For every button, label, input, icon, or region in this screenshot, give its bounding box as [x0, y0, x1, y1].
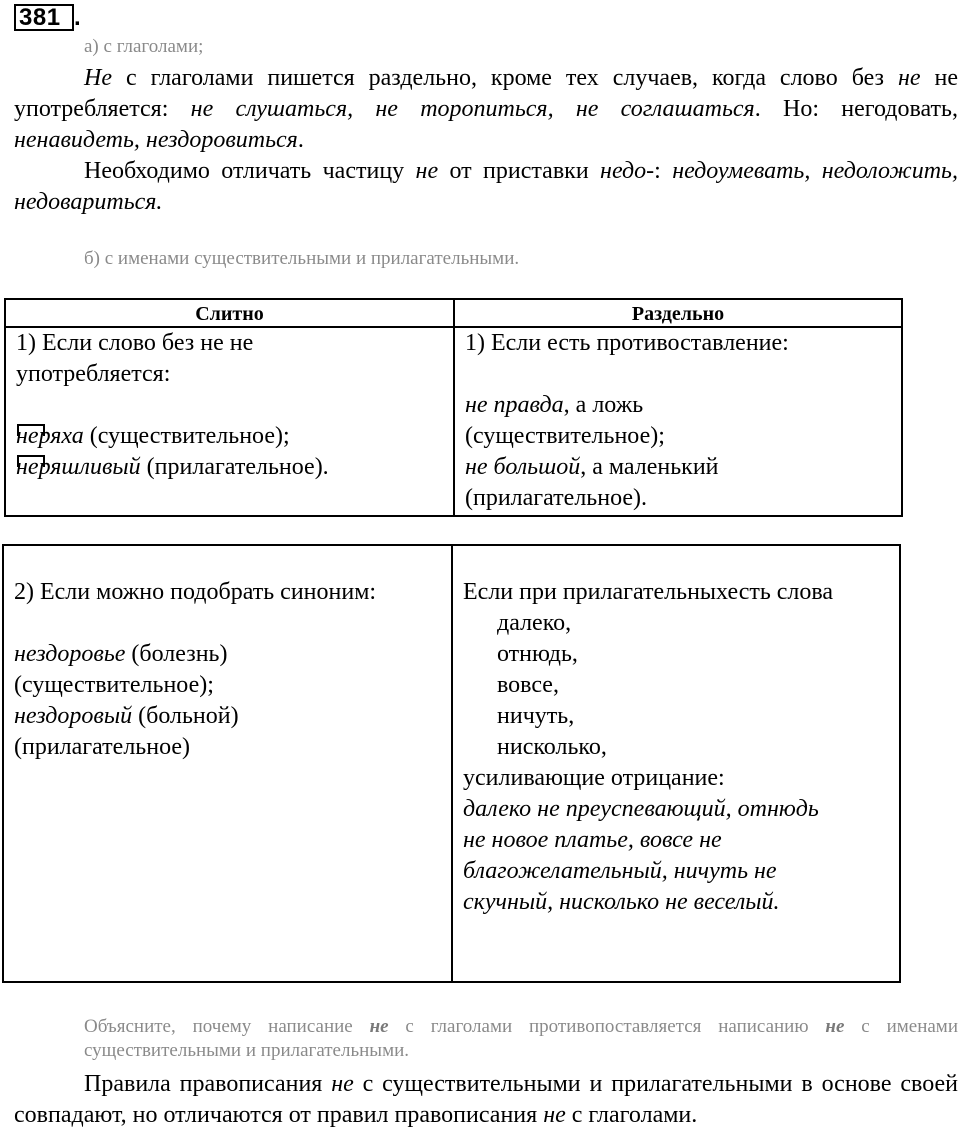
table-header-separate: Раздельно — [454, 299, 902, 327]
part-a-paragraph-1: Не с глаголами пишется раздельно, кроме тех случаев, когда слово без не не употребляется: не слушаться, не торопиться, не соглашаться. Но: негодовать, ненавидеть, нездоровиться. — [14, 65, 959, 153]
table-header-together: Слитно — [5, 299, 454, 327]
part-b-heading: б) с именами существительными и прилагательными. — [84, 248, 520, 269]
question-text: Объясните, почему написание не с глаголами противопоставляется написанию не с именами существительными и прилагательными. — [84, 1016, 958, 1061]
prefix-bracket-mark: не — [16, 421, 39, 452]
intensifier-word: вовсе, — [497, 672, 559, 698]
prefix-bracket-mark: не — [16, 452, 39, 483]
exercise-number: 381 — [14, 4, 74, 31]
rules-table-1 — [4, 298, 903, 517]
intensifier-word: отнюдь, — [497, 641, 578, 667]
example-line: далеко не преуспевающий, отнюдь — [463, 796, 819, 822]
example-line: скучный, нисколько не веселый. — [463, 889, 780, 915]
intensifier-word: ничуть, — [497, 703, 575, 729]
part-a-heading: а) с глаголами; — [84, 36, 204, 57]
answer-text: Правила правописания не с существительными и прилагательными в основе своей совпадают, но отличаются от правил правописания не с глаголами. — [14, 1071, 958, 1128]
intensifier-word: нисколько, — [497, 734, 607, 760]
example-line: не новое платье, вовсе не — [463, 827, 722, 853]
intensifier-word: далеко, — [497, 610, 572, 636]
rules-table-2 — [2, 544, 901, 983]
cell-together-rule-1: 1) Если слово без не не употребляется: неряха (существительное); неряшливый (прилагательное). — [5, 327, 454, 516]
example-neryashlivy: неряшливый (прилагательное). — [16, 452, 447, 483]
exercise-number-dot: . — [74, 4, 81, 31]
example-neryakha: неряха (существительное); — [16, 421, 447, 452]
example-line: благожелательный, ничуть не — [463, 858, 777, 884]
cell-separate-rule-1: 1) Если есть противоставление: не правда, а ложь (существительное); не большой, а маленький (прилагательное). — [454, 327, 902, 516]
cell-together-rule-2: 2) Если можно подобрать синоним: нездоровье (болезнь) (существительное); нездоровый (больной) (прилагательное) — [3, 545, 452, 982]
part-a-paragraph-2: Необходимо отличать частицу не от приставки недо-: недоумевать, недоложить, недовариться. — [14, 158, 958, 215]
cell-separate-rule-2: Если при прилагательныхесть слова далеко, отнюдь, вовсе, ничуть, нисколько, усиливающие отрицание: далеко не преуспевающий, отнюдь не новое платье, вовсе не благожелательный, ничуть не скучный, нисколько не веселый. — [452, 545, 900, 982]
